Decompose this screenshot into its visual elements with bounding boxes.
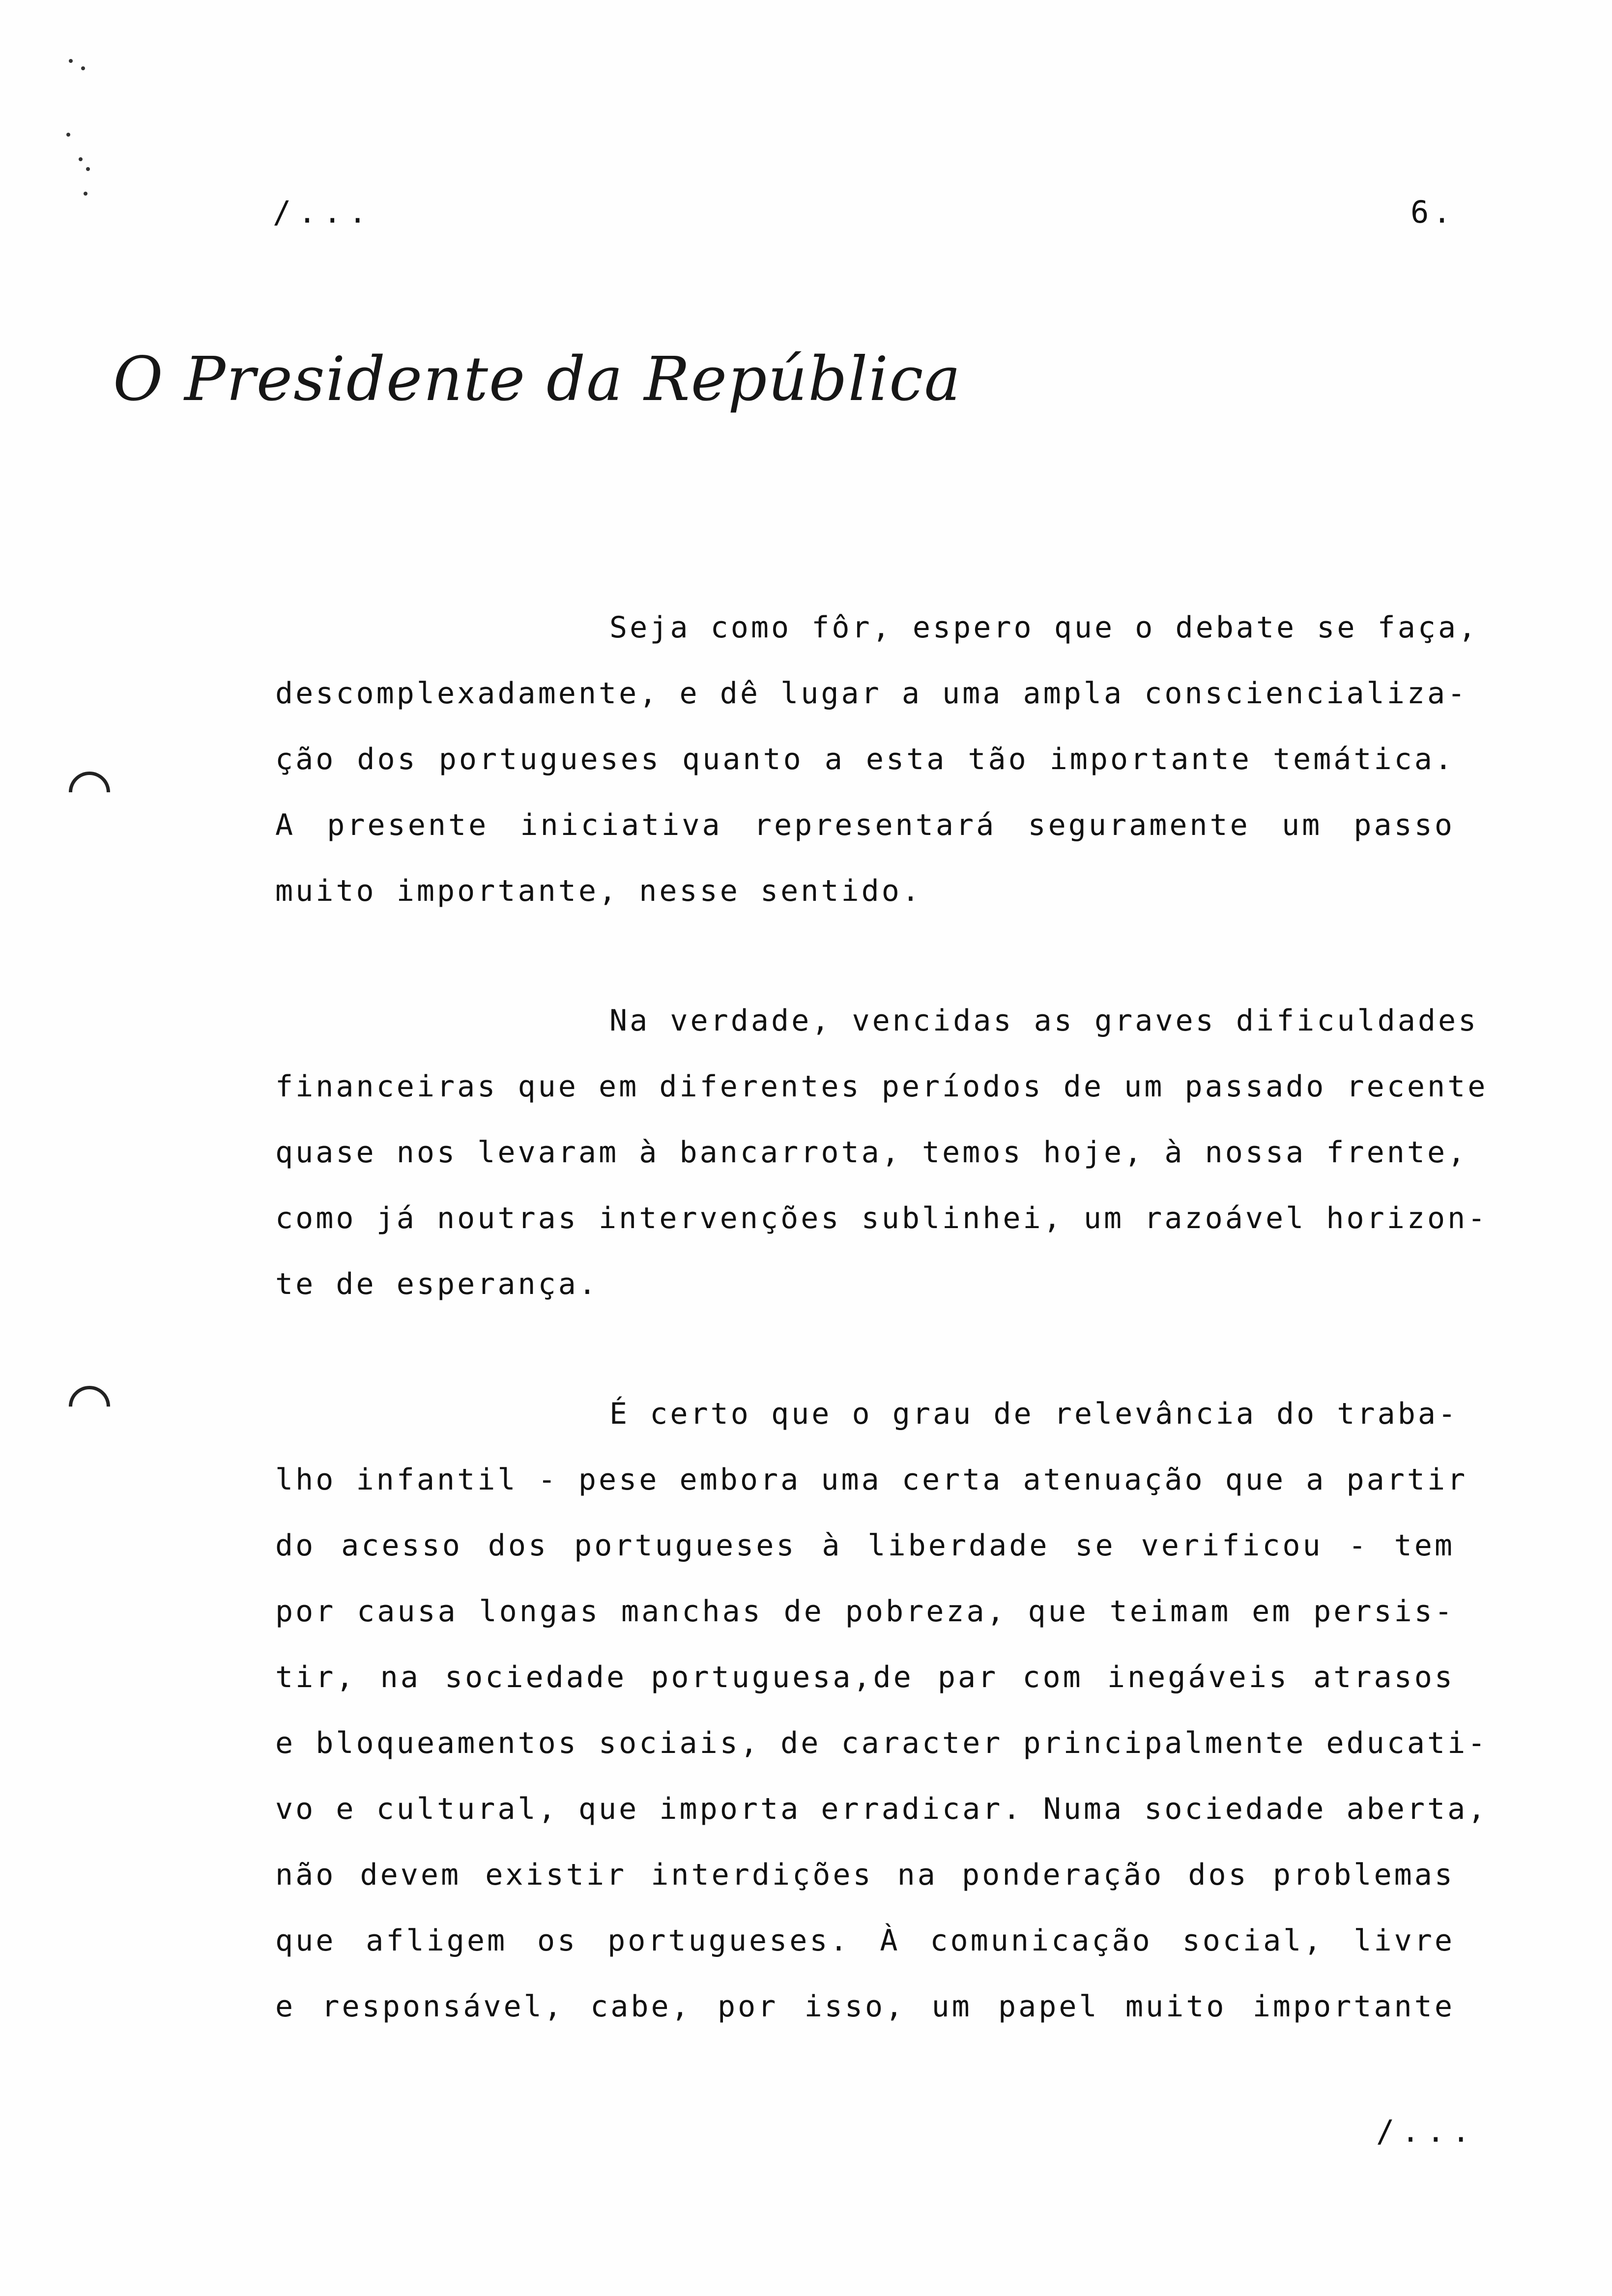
letterhead: O Presidente da República — [113, 344, 962, 415]
body-text — [275, 595, 1488, 2103]
paragraph — [275, 988, 1488, 1317]
text-line: por causa longas manchas de pobreza, que teimam em persis- — [275, 1594, 1455, 1629]
text-line: quase nos levaram à bancarrota, temos hoje, à nossa frente, — [275, 1135, 1468, 1170]
text-line: que afligem os portugueses. À comunicação social, livre — [275, 1923, 1455, 1958]
paragraph — [275, 1381, 1488, 2039]
text-line: A presente iniciativa representará seguramente um passo — [275, 808, 1455, 842]
paragraph — [275, 595, 1479, 924]
text-line: do acesso dos portugueses à liberdade se verificou - tem — [275, 1528, 1455, 1563]
text-line: descomplexadamente, e dê lugar a uma ampla consciencializa- — [275, 676, 1468, 711]
text-line: não devem existir interdições na ponderação dos problemas — [275, 1858, 1455, 1892]
text-line: te de esperança. — [275, 1267, 599, 1301]
text-line: vo e cultural, que importa erradicar. Numa sociedade aberta, — [275, 1792, 1488, 1826]
text-line: e bloqueamentos sociais, de caracter principalmente educati- — [275, 1726, 1488, 1760]
text-line: e responsável, cabe, por isso, um papel muito importante — [275, 1989, 1455, 2024]
scan-specks — [59, 44, 103, 201]
text-line: tir, na sociedade portuguesa,de par com inegáveis atrasos — [275, 1660, 1455, 1694]
text-line: financeiras que em diferentes períodos de um passado recente — [275, 1069, 1488, 1104]
punch-hole-mark — [60, 763, 119, 822]
continuation-mark-bottom: /... — [1376, 2113, 1477, 2149]
continuation-mark-top: /... — [273, 194, 374, 230]
text-line: como já noutras intervenções sublinhei, um razoável horizon- — [275, 1201, 1488, 1235]
text-line: Na verdade, vencidas as graves dificuldades — [609, 1004, 1479, 1038]
text-line: Seja como fôr, espero que o debate se faça, — [609, 610, 1479, 645]
punch-hole-mark — [60, 1378, 119, 1436]
text-line: ção dos portugueses quanto a esta tão importante temática. — [275, 742, 1455, 776]
text-line: muito importante, nesse sentido. — [275, 874, 922, 908]
text-line: lho infantil - pese embora uma certa atenuação que a partir — [275, 1463, 1468, 1497]
text-line: É certo que o grau de relevância do traba- — [609, 1397, 1459, 1431]
page-number: 6. — [1410, 194, 1455, 230]
